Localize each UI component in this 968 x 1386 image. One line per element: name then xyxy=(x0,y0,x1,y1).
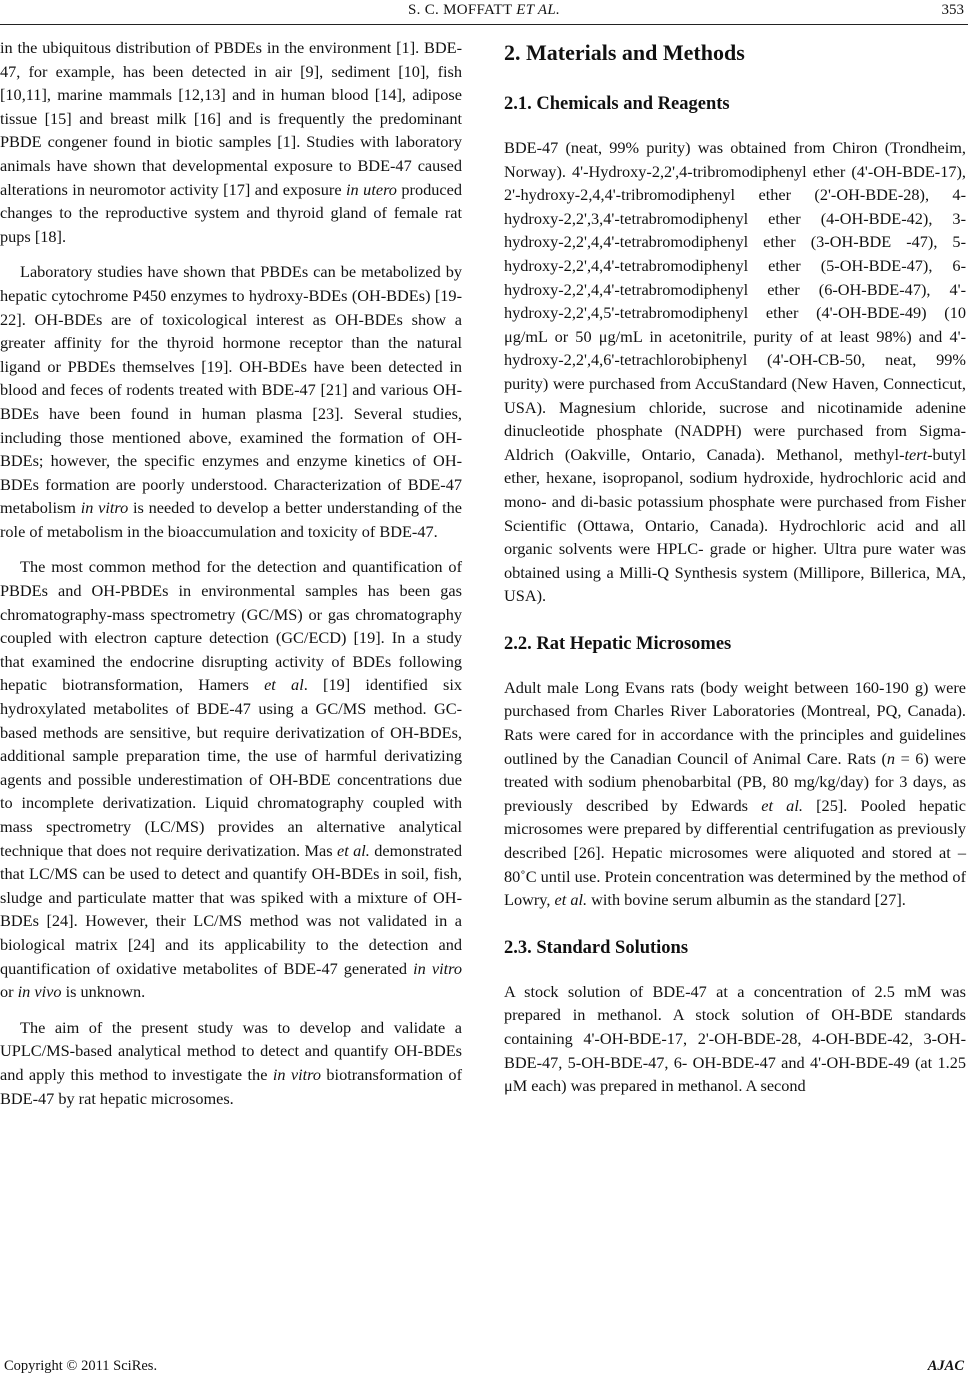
italic-run: in vitro xyxy=(80,498,129,518)
text-run: -butyl ether, hexane, isopropanol, sodium hydroxide, hydrochloric acid and mono- and di-basic potassium phosphate were purchased from Fisher Scientific (Ottawa, Ontario, Canada). Hydrochloric acid and all organic solvents were HPLC- grade or higher. Ultra pure water was obtained using a Milli-Q Synthesis system (Millipore, Billerica, MA, USA). xyxy=(504,444,966,606)
section-title: 2. Materials and Methods xyxy=(504,40,745,65)
left-column xyxy=(0,36,462,1110)
subsection-title-2-3: 2.3. Standard Solutions xyxy=(504,937,689,958)
paragraph-2 xyxy=(0,260,462,543)
paragraph-3 xyxy=(0,555,462,1003)
subsection-title-2-2: 2.2. Rat Hepatic Microsomes xyxy=(504,633,732,654)
paragraph-chemicals xyxy=(504,136,966,608)
text-run: in the ubiquitous distribution of PBDEs in the environment [1]. BDE-47, for example, has been detected in air [9], sediment [10], fish [10,11], marine mammals [12,13] and in human blood [14], adipose tissue [15] and breast milk [16] and is frequently the predominant PBDE congener found in biotic samples [1]. Studies with laboratory animals have shown that developmental exposure to BDE-47 caused alterations in neuromotor activity [17] and exposure xyxy=(0,38,462,199)
italic-run: in vitro xyxy=(272,1064,322,1084)
text-run: [25]. Pooled hepatic microsomes were prepared by differential centrifugation as previously described [26]. Hepatic microsomes were aliquoted and stored at –80˚C until use. Protein concentration was determined by the method of Lowry, xyxy=(504,795,966,910)
text-run: Laboratory studies have shown that PBDEs can be metabolized by hepatic cytochrome P450 enzymes to hydroxy-BDEs (OH-BDEs) [19-22]. OH-BDEs are of toxicological interest as OH-BDEs show a greater affinity for the thyroid hormone receptor than the natural ligand or PBDEs themselves [19]. OH-BDEs have been detected in blood and feces of rodents treated with BDE-47 [21] and various OH-BDEs have been found in human plasma [23]. Several studies, including those mentioned above, examined the formation of OH-BDEs; however, the specific enzymes and enzyme kinetics of OH-BDEs formation are poorly understood. Characterization of BDE-47 metabolism xyxy=(0,262,462,518)
text-run: BDE-47 (neat, 99% purity) was obtained from Chiron (Trondheim, Norway). 4'-Hydroxy-2,2',4-tribromodiphenyl ether (4'-OH-BDE-17), 2'-hydroxy-2,4,4'-tribromodiphenyl ether (2'-OH-BDE-28), 4-hydroxy-2,2',3,4'-tetrabromodiphenyl ether (4-OH-BDE-42), 3-hydroxy-2,2',4,4'-tetrabromodiphenyl ether (3-OH-BDE -47), 5-hydroxy-2,2',4,4'-tetrabromodiphenyl ether (5-OH-BDE-47), 6-hydroxy-2,2',4,4'-tetrabromodiphenyl ether (6-OH-BDE-47), 4'-hydroxy-2,2',4,5'-tetrabromodiphenyl ether (4'-OH-BDE-49) (10 μg/mL or 50 μg/mL in acetonitrile, purity of at least 98%) and 4'-hydroxy-2,2',4,6'-tetrachlorobiphenyl (4'-OH-CB-50, neat, 99% purity) were purchased from AccuStandard (New Haven, Connecticut, USA). Magnesium chloride, sucrose and nicotinamide adenine dinucleotide phosphate (NADPH) were purchased from Sigma-Aldrich (Oakville, Ontario, Canada). Methanol, methyl- xyxy=(504,138,966,464)
text-run: biotransformation of BDE-47 by rat hepatic microsomes. xyxy=(0,1064,462,1108)
text-run: Adult male Long Evans rats (body weight between 160-190 g) were purchased from Charles River Laboratories (Montreal, PQ, Canada). Rats were cared for in accordance with the principles and guidelines outlined by the Canadian Council of Animal Care. Rats ( xyxy=(504,677,966,768)
text-run: is needed to develop a better understanding of the role of metabolism in the bioaccumulation and toxicity of BDE-47. xyxy=(0,498,462,541)
journal-abbrev: AJAC xyxy=(927,1358,964,1374)
running-title xyxy=(0,2,968,19)
italic-run: in vitro xyxy=(413,958,462,978)
page-header xyxy=(0,0,968,26)
italic-run: n xyxy=(886,748,896,768)
italic-run: in utero xyxy=(346,179,397,199)
running-title-etal: ET AL. xyxy=(516,2,561,18)
italic-run: tert xyxy=(904,444,928,464)
text-run: . [19] identified six hydroxylated metabolites of BDE-47 using a GC/MS method. GC-based methods are sensitive, but require derivatization of OH-BDEs, additional sample preparation time, the use of harmful derivatizing agents and possible underestimation of OH-BDE concentrations due to incomplete derivatization. Liquid chromatography coupled with mass spectrometry (LC/MS) provides an alternative analytical technique that does not require derivatization. Mas xyxy=(0,675,463,860)
text-run: or xyxy=(0,982,18,1002)
right-column xyxy=(504,36,966,1098)
text-run: The aim of the present study was to develop and validate a UPLC/MS-based analytical method to detect and quantify OH-BDEs and apply this method to investigate the xyxy=(0,1017,462,1084)
paragraph-4 xyxy=(0,1016,462,1110)
running-title-authors: S. C. MOFFATT xyxy=(407,2,513,18)
page-number: 353 xyxy=(941,2,964,18)
italic-run: et al. xyxy=(554,890,588,910)
copyright-notice: Copyright © 2011 SciRes. xyxy=(4,1358,158,1374)
paragraph-standards: A stock solution of BDE-47 at a concentration of 2.5 mM was prepared in methanol. A stock solution of OH-BDE standards containing 4'-OH-BDE-17, 2'-OH-BDE-28, 4-OH-BDE-42, 3-OH-BDE-47, 5-OH-BDE-47, 6- OH-BDE-47 and 4'-OH-BDE-49 (at 1.25 μM each) was prepared in methanol. A second xyxy=(504,981,966,1096)
text-run: = 6) were treated with sodium phenobarbital (PB, 80 mg/kg/day) for 3 days, as previously described by Edwards xyxy=(504,748,966,815)
italic-run: et al xyxy=(264,675,304,695)
text-run: with bovine serum albumin as the standard [27]. xyxy=(587,890,906,910)
text-run: The most common method for the detection and quantification of PBDEs and OH-PBDEs in environmental samples has been gas chromatography-mass spectrometry (GC/MS) or gas chromatography coupled with electron capture detection (GC/ECD) [19]. In a study that examined the endocrine disrupting activity of BDEs following hepatic biotransformation, Hamers xyxy=(0,557,462,695)
text-run: demonstrated that LC/MS can be used to detect and quantify OH-BDEs in soil, fish, sludge and particulate matter that was spiked with a mixture of OH-BDEs [24]. However, their LC/MS method was not validated in a biological matrix [24] and its applicability to the detection and quantification of oxidative metabolites of BDE-47 generated xyxy=(0,840,462,978)
italic-run: et al. xyxy=(336,840,370,860)
page-footer xyxy=(0,1358,968,1380)
text-run: is unknown. xyxy=(61,982,146,1002)
paragraph-1 xyxy=(0,36,462,248)
text-run: produced changes to the reproductive system and thyroid gland of female rat pups [18]. xyxy=(0,179,462,246)
subsection-title-2-1: 2.1. Chemicals and Reagents xyxy=(504,94,730,114)
header-rule xyxy=(0,24,968,25)
italic-run: et al. xyxy=(761,795,803,815)
italic-run: in vivo xyxy=(17,982,62,1002)
paragraph-microsomes xyxy=(504,676,966,912)
